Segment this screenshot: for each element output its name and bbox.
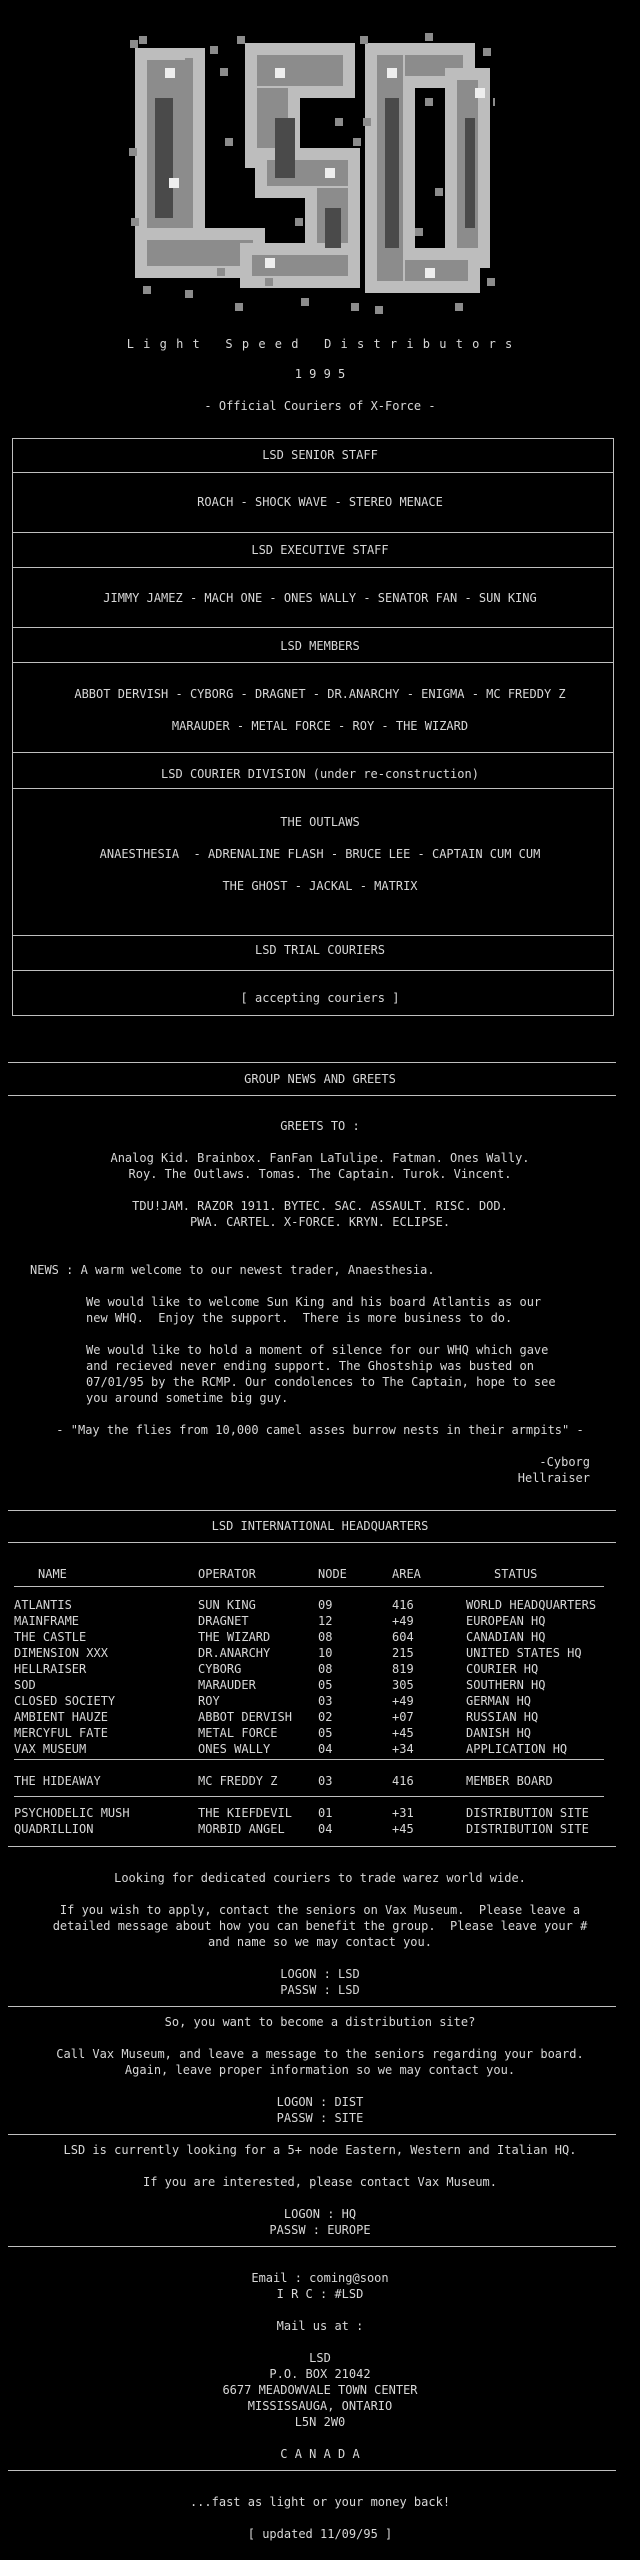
greets-line: Roy. The Outlaws. Tomas. The Captain. Turok. Vincent. <box>128 1167 512 1181</box>
greets-line: TDU!JAM. RAZOR 1911. BYTEC. SAC. ASSAULT. RISC. DOD. <box>132 1199 508 1213</box>
cell-area: 305 <box>392 1678 414 1692</box>
cell-name: PSYCHODELIC MUSH <box>14 1806 130 1820</box>
cell-area: 215 <box>392 1646 414 1660</box>
cell-status: SOUTHERN HQ <box>466 1678 546 1692</box>
cell-node: 12 <box>318 1614 333 1628</box>
table-row <box>14 1741 614 1757</box>
cell-area: +34 <box>392 1742 414 1756</box>
cell-name: HELLRAISER <box>14 1662 87 1676</box>
table-row <box>14 1597 614 1613</box>
divider <box>12 532 614 533</box>
logo-pixel <box>143 286 151 294</box>
cell-name: MAINFRAME <box>14 1614 80 1628</box>
cell-node: 05 <box>318 1726 333 1740</box>
divider <box>12 935 614 936</box>
logo-highlight <box>265 258 275 268</box>
email: Email : coming@soon <box>251 2271 389 2285</box>
logo-pixel <box>217 268 225 276</box>
cell-name: SOD <box>14 1678 36 1692</box>
divider <box>8 2470 616 2471</box>
logo-pixel <box>131 218 139 226</box>
table-row <box>14 1661 614 1677</box>
cell-name: VAX MUSEUM <box>14 1742 87 1756</box>
logo-pixel <box>483 48 491 56</box>
cell-operator: THE KIEFDEVIL <box>198 1806 292 1820</box>
cell-name: MERCYFUL FATE <box>14 1726 108 1740</box>
logo-pixel <box>493 98 495 106</box>
logo-highlight <box>475 88 485 98</box>
logo-highlight <box>169 178 179 188</box>
logo-pixel <box>139 36 147 44</box>
courier-list-2: THE GHOST - JACKAL - MATRIX <box>222 879 418 893</box>
greets-heading: GREETS TO : <box>280 1119 360 1133</box>
divider <box>8 1510 616 1511</box>
column-name: NAME <box>38 1567 67 1581</box>
apply-line: detailed message about how you can benefit the group. Please leave your # <box>52 1919 588 1933</box>
logo-pixel <box>130 40 138 48</box>
greets-line: PWA. CARTEL. X-FORCE. KRYN. ECLIPSE. <box>189 1215 451 1229</box>
logo-pixel <box>210 46 218 54</box>
cell-status: DANISH HQ <box>466 1726 532 1740</box>
cell-area: +49 <box>392 1694 414 1708</box>
logo-pixel <box>425 98 433 106</box>
apply-logon: LOGON : LSD <box>280 1967 360 1981</box>
cell-node: 04 <box>318 1822 333 1836</box>
cell-operator: MC FREDDY Z <box>198 1774 278 1788</box>
news-item: We would like to hold a moment of silence for our WHQ which gave <box>86 1343 549 1357</box>
table-row <box>14 1805 614 1821</box>
cell-operator: SUN KING <box>198 1598 256 1612</box>
logo-letter-block <box>275 118 295 178</box>
divider <box>12 627 614 628</box>
logo-letter-block <box>147 240 253 266</box>
members-heading: LSD MEMBERS <box>280 639 360 653</box>
hq-wanted-logon: LOGON : HQ <box>283 2207 357 2221</box>
cell-operator: MORBID ANGEL <box>198 1822 285 1836</box>
hq-wanted-password: PASSW : EUROPE <box>269 2223 371 2237</box>
signature: Hellraiser <box>517 1471 590 1485</box>
cell-area: +49 <box>392 1614 414 1628</box>
divider <box>14 1796 604 1797</box>
logo-highlight <box>275 68 285 78</box>
news-item: 07/01/95 by the RCMP. Our condolences to The Captain, hope to see <box>86 1375 556 1389</box>
logo-pixel <box>487 278 495 286</box>
cell-node: 05 <box>318 1678 333 1692</box>
apply-line: Looking for dedicated couriers to trade warez world wide. <box>114 1871 526 1885</box>
greets-line: Analog Kid. Brainbox. FanFan LaTulipe. Fatman. Ones Wally. <box>110 1151 530 1165</box>
distribution-rows <box>14 1805 614 1837</box>
table-row <box>14 1613 614 1629</box>
trial-couriers-status: [ accepting couriers ] <box>240 991 400 1005</box>
hq-table <box>14 1566 614 1582</box>
mail-heading: Mail us at : <box>276 2319 364 2333</box>
country: C A N A D A <box>280 2447 360 2461</box>
cell-area: 819 <box>392 1662 414 1676</box>
logo-highlight <box>325 168 335 178</box>
cell-status: EUROPEAN HQ <box>466 1614 546 1628</box>
divider <box>12 788 614 789</box>
address-line: L5N 2W0 <box>294 2415 346 2429</box>
executive-staff-heading: LSD EXECUTIVE STAFF <box>251 543 389 557</box>
logo-pixel <box>375 306 383 314</box>
logo-pixel <box>265 278 273 286</box>
senior-staff-heading: LSD SENIOR STAFF <box>262 448 378 462</box>
cell-status: UNITED STATES HQ <box>466 1646 582 1660</box>
members-list-2: MARAUDER - METAL FORCE - ROY - THE WIZARD <box>171 719 469 733</box>
members-list-1: ABBOT DERVISH - CYBORG - DRAGNET - DR.ANARCHY - ENIGMA - MC FREDDY Z <box>74 687 566 701</box>
news-item: new WHQ. Enjoy the support. There is more business to do. <box>86 1311 513 1325</box>
cell-node: 03 <box>318 1694 333 1708</box>
group-title: L i g h t S p e e d D i s t r i b u t o r s <box>126 337 514 351</box>
address-line: 6677 MEADOWVALE TOWN CENTER <box>222 2383 418 2397</box>
table-row <box>14 1773 614 1789</box>
table-row <box>14 1629 614 1645</box>
irc-channel: I R C : #LSD <box>276 2287 364 2301</box>
logo-pixel <box>295 218 303 226</box>
logo-pixel <box>237 36 245 44</box>
cell-node: 01 <box>318 1806 333 1820</box>
tagline: ...fast as light or your money back! <box>189 2495 451 2509</box>
logo-highlight <box>387 68 397 78</box>
logo-letter-block <box>465 118 475 228</box>
column-node: NODE <box>318 1567 347 1581</box>
divider <box>12 752 614 753</box>
divider <box>14 1759 604 1760</box>
cell-name: THE HIDEAWAY <box>14 1774 101 1788</box>
logo-letter-block <box>257 55 343 86</box>
table-row <box>14 1709 614 1725</box>
cell-area: +31 <box>392 1806 414 1820</box>
hq-heading: LSD INTERNATIONAL HEADQUARTERS <box>211 1519 429 1533</box>
cell-operator: DR.ANARCHY <box>198 1646 271 1660</box>
divider <box>12 662 614 663</box>
logo-pixel <box>185 290 193 298</box>
member-board-row <box>14 1773 614 1789</box>
cell-node: 08 <box>318 1630 333 1644</box>
cell-area: 604 <box>392 1630 414 1644</box>
divider <box>8 1095 616 1096</box>
divider <box>8 1846 616 1847</box>
address-line: P.O. BOX 21042 <box>269 2367 371 2381</box>
cell-node: 09 <box>318 1598 333 1612</box>
divider <box>12 970 614 971</box>
logo-pixel <box>301 298 309 306</box>
cell-area: 416 <box>392 1598 414 1612</box>
cell-status: CANADIAN HQ <box>466 1630 546 1644</box>
hq-wanted-line: If you are interested, please contact Vax Museum. <box>142 2175 497 2189</box>
cell-name: THE CASTLE <box>14 1630 87 1644</box>
hq-rows <box>14 1597 614 1757</box>
logo-highlight <box>425 268 435 278</box>
cell-operator: CYBORG <box>198 1662 242 1676</box>
divider <box>12 472 614 473</box>
cell-area: +07 <box>392 1710 414 1724</box>
news-item: you around sometime big guy. <box>86 1391 289 1405</box>
cell-name: ATLANTIS <box>14 1598 72 1612</box>
news-heading: GROUP NEWS AND GREETS <box>244 1072 396 1086</box>
updated-date: [ updated 11/09/95 ] <box>247 2527 393 2541</box>
logo-pixel <box>455 303 463 311</box>
divider <box>12 567 614 568</box>
cell-node: 10 <box>318 1646 333 1660</box>
news-item: NEWS : A warm welcome to our newest trader, Anaesthesia. <box>30 1263 435 1277</box>
logo-pixel <box>185 58 193 66</box>
apply-password: PASSW : LSD <box>280 1983 360 1997</box>
cell-status: WORLD HEADQUARTERS <box>466 1598 597 1612</box>
logo-pixel <box>351 303 359 311</box>
dist-line: Call Vax Museum, and leave a message to the seniors regarding your board. <box>56 2047 584 2061</box>
cell-operator: THE WIZARD <box>198 1630 271 1644</box>
cell-area: 416 <box>392 1774 414 1788</box>
logo-pixel <box>353 138 361 146</box>
hq-wanted-line: LSD is currently looking for a 5+ node Eastern, Western and Italian HQ. <box>63 2143 577 2157</box>
lsd-logo <box>125 28 495 328</box>
logo-letter-block <box>385 98 399 248</box>
cell-operator: METAL FORCE <box>198 1726 278 1740</box>
cell-node: 08 <box>318 1662 333 1676</box>
apply-line: and name so we may contact you. <box>208 1935 432 1949</box>
dist-line: Again, leave proper information so we may contact you. <box>124 2063 516 2077</box>
divider <box>8 2246 616 2247</box>
logo-letter-block <box>325 208 341 248</box>
column-operator: OPERATOR <box>198 1567 256 1581</box>
senior-staff-list: ROACH - SHOCK WAVE - STEREO MENACE <box>197 495 443 509</box>
apply-line: If you wish to apply, contact the seniors on Vax Museum. Please leave a <box>59 1903 581 1917</box>
logo-letter-block <box>405 260 468 281</box>
dist-logon: LOGON : DIST <box>276 2095 364 2109</box>
cell-name: CLOSED SOCIETY <box>14 1694 116 1708</box>
cell-node: 03 <box>318 1774 333 1788</box>
dist-line: So, you want to become a distribution site? <box>164 2015 476 2029</box>
cell-status: MEMBER BOARD <box>466 1774 553 1788</box>
divider <box>8 1542 616 1543</box>
divider <box>8 2134 616 2135</box>
group-subtitle: - Official Couriers of X-Force - <box>204 399 436 413</box>
table-row <box>14 1677 614 1693</box>
table-row <box>14 1821 614 1837</box>
table-row <box>14 1693 614 1709</box>
executive-staff-list: JIMMY JAMEZ - MACH ONE - ONES WALLY - SENATOR FAN - SUN KING <box>103 591 537 605</box>
logo-pixel <box>225 138 233 146</box>
lsd-logo-art <box>125 28 495 328</box>
cell-status: DISTRIBUTION SITE <box>466 1806 589 1820</box>
cell-status: GERMAN HQ <box>466 1694 532 1708</box>
news-item: We would like to welcome Sun King and his board Atlantis as our <box>86 1295 542 1309</box>
logo-pixel <box>129 148 137 156</box>
logo-highlight <box>165 68 175 78</box>
cell-node: 02 <box>318 1710 333 1724</box>
cell-name: DIMENSION XXX <box>14 1646 108 1660</box>
cell-status: DISTRIBUTION SITE <box>466 1822 589 1836</box>
cell-operator: MARAUDER <box>198 1678 256 1692</box>
logo-pixel <box>363 118 371 126</box>
divider <box>8 2006 616 2007</box>
address-line: MISSISSAUGA, ONTARIO <box>247 2399 393 2413</box>
signature: -Cyborg <box>539 1455 590 1469</box>
cell-status: COURIER HQ <box>466 1662 539 1676</box>
logo-pixel <box>425 33 433 41</box>
cell-area: +45 <box>392 1726 414 1740</box>
logo-pixel <box>335 118 343 126</box>
courier-list-1: ANAESTHESIA - ADRENALINE FLASH - BRUCE LEE - CAPTAIN CUM CUM <box>99 847 541 861</box>
logo-pixel <box>360 36 368 44</box>
column-status: STATUS <box>494 1567 538 1581</box>
cell-area: +45 <box>392 1822 414 1836</box>
logo-letter-block <box>155 98 173 218</box>
cell-operator: ROY <box>198 1694 220 1708</box>
divider <box>8 1062 616 1063</box>
logo-pixel <box>415 228 423 236</box>
news-item: and recieved never ending support. The Ghostship was busted on <box>86 1359 534 1373</box>
logo-pixel <box>220 68 228 76</box>
courier-division-heading: LSD COURIER DIVISION (under re-construction) <box>161 767 479 781</box>
dist-password: PASSW : SITE <box>276 2111 364 2125</box>
address-line: LSD <box>309 2351 331 2365</box>
column-area: AREA <box>392 1567 421 1581</box>
cell-operator: DRAGNET <box>198 1614 249 1628</box>
quote: - "May the flies from 10,000 camel asses burrow nests in their armpits" - <box>56 1423 584 1437</box>
table-header <box>14 1566 614 1582</box>
cell-operator: ONES WALLY <box>198 1742 271 1756</box>
logo-pixel <box>235 303 243 311</box>
cell-operator: ABBOT DERVISH <box>198 1710 292 1724</box>
trial-couriers-heading: LSD TRIAL COURIERS <box>254 943 386 957</box>
table-row <box>14 1725 614 1741</box>
logo-pixel <box>435 188 443 196</box>
cell-status: RUSSIAN HQ <box>466 1710 539 1724</box>
divider <box>14 1586 604 1587</box>
cell-name: QUADRILLION <box>14 1822 94 1836</box>
cell-name: AMBIENT HAUZE <box>14 1710 108 1724</box>
courier-group: THE OUTLAWS <box>280 815 360 829</box>
group-year: 1 9 9 5 <box>294 367 346 381</box>
table-row <box>14 1645 614 1661</box>
cell-status: APPLICATION HQ <box>466 1742 568 1756</box>
cell-node: 04 <box>318 1742 333 1756</box>
